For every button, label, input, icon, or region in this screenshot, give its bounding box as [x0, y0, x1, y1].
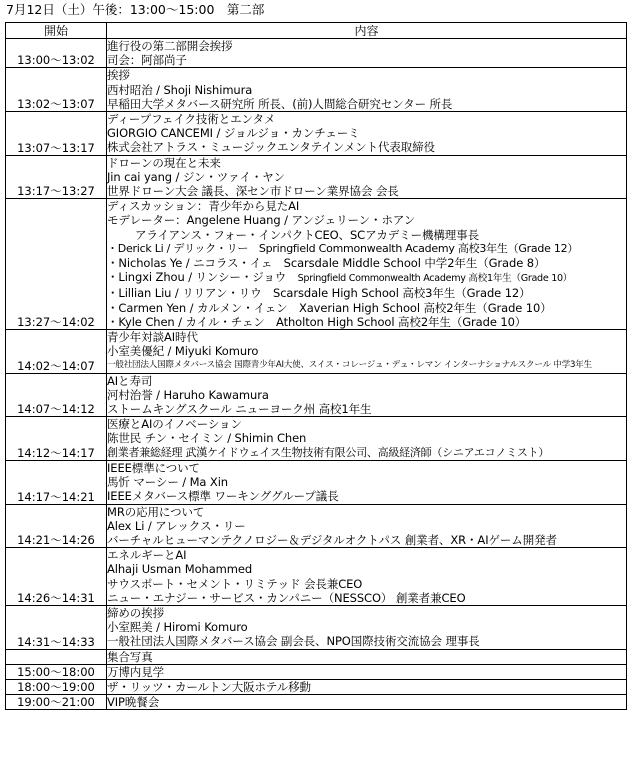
- time-cell: 14:31～14:33: [6, 605, 107, 649]
- content-cell: [107, 649, 627, 664]
- speaker-affiliation: 創業者兼総経理 武漢ケイドウェイス生物技術有限公司、高級経済師（シニアエコノミスト）: [107, 445, 550, 459]
- time-cell: 13:17～13:27: [6, 155, 107, 199]
- time-cell: 13:07～13:17: [6, 112, 107, 156]
- table-row: [6, 417, 627, 461]
- speaker-name: Alhaji Usman Mohammed: [107, 562, 253, 577]
- session-title: 集合写真: [107, 649, 153, 664]
- content-line: 司会：阿部尚子: [107, 53, 187, 68]
- speaker-affiliation: サウスポート・セメント・リミテッド 会長兼CEO: [107, 576, 363, 591]
- speaker-affiliation: 株式会社アトラス・ミュージックエンタテインメント代表取締役: [107, 140, 435, 155]
- time-cell: [6, 649, 107, 664]
- time-cell: 13:00～13:02: [6, 39, 107, 68]
- content-cell: [107, 112, 627, 156]
- time-cell: 14:07～14:12: [6, 373, 107, 417]
- moderator-affiliation: アライアンス・フォー・インパクトCEO、SCアカデミー機構理事長: [135, 227, 479, 242]
- content-cell: [107, 417, 627, 461]
- time-cell: 14:21～14:26: [6, 504, 107, 548]
- session-title: 青少年対談AI時代: [107, 330, 198, 345]
- speaker-name: 陈世民 チン・セイミン / Shimin Chen: [107, 431, 307, 446]
- panelist-name: ・Lingxi Zhou / リンシー・ジョウ: [107, 270, 298, 285]
- content-cell: [107, 460, 627, 504]
- time-cell: 13:02～13:07: [6, 68, 107, 112]
- content-cell: [107, 605, 627, 649]
- content-cell: [107, 695, 627, 710]
- content-cell: [107, 155, 627, 199]
- table-row: [6, 664, 627, 679]
- table-row: [6, 330, 627, 374]
- table-row: [6, 68, 627, 112]
- session-title: 医療とAIのイノベーション: [107, 417, 242, 432]
- content-cell: [107, 504, 627, 548]
- panelist-item: ・Carmen Yen / カルメン・イェン Xaverian High School 高校2年生（Grade 10）: [107, 300, 552, 315]
- speaker-affiliation: 早稲田大学メタバース研究所 所長、(前)人間総合研究センター 所長: [107, 96, 453, 111]
- table-row: [6, 605, 627, 649]
- session-title: MRの応用について: [107, 504, 205, 519]
- speaker-name: 西村昭治 / Shoji Nishimura: [107, 82, 253, 97]
- moderator-name: モデレーター：Angelene Huang / アンジェリーン・ホアン: [107, 213, 416, 228]
- speaker-affiliation: ストームキングスクール ニューヨーク州 高校1年生: [107, 402, 372, 417]
- time-cell: 15:00～18:00: [6, 664, 107, 679]
- table-row: [6, 548, 627, 606]
- panelist-item: ・Kyle Chen / カイル・チェン Atholton High School 高校2年生（Grade 10）: [107, 314, 527, 329]
- session-title: 進行役の第二部開会挨拶: [107, 39, 233, 53]
- session-title: ディープフェイク技術とエンタメ: [107, 112, 276, 127]
- panelist-item: ・Lillian Liu / リリアン・リウ Scarsdale High School 高校3年生（Grade 12）: [107, 286, 531, 301]
- speaker-affiliation: 一般社団法人国際メタバース協会 副会長、NPO国際技術交流協会 理事長: [107, 634, 480, 649]
- table-row: [6, 504, 627, 548]
- session-title: 挨拶: [107, 68, 130, 83]
- content-cell: [107, 548, 627, 606]
- speaker-affiliation: 世界ドローン大会 議長、深セン市ドローン業界協会 会長: [107, 184, 399, 199]
- column-header-start: 開始: [6, 23, 107, 39]
- time-cell: 14:17～14:21: [6, 460, 107, 504]
- time-cell: 19:00～21:00: [6, 695, 107, 710]
- speaker-name: 小室美優紀 / Miyuki Komuro: [107, 344, 259, 359]
- panelist-item: ・Nicholas Ye / ニコラス・イェ Scarsdale Middle School 中学2年生（Grade 8）: [107, 256, 546, 271]
- time-cell: 13:27～14:02: [6, 199, 107, 330]
- speaker-name: 河村治誉 / Haruho Kawamura: [107, 387, 269, 402]
- schedule-heading: 7月12日（土）午後：13:00～15:00 第二部: [6, 2, 265, 17]
- content-cell: [107, 664, 627, 679]
- speaker-name: Jin cai yang / ジン・ツァイ・ヤン: [107, 169, 285, 184]
- table-row: [6, 39, 627, 68]
- speaker-affiliation: 一般社団法人国際メタバース協会 国際青少年AI大使、スイス・コレージュ・デュ・レマン インターナショナルスクール 中学3年生: [107, 360, 592, 371]
- panelist-item: ・Derick Li / デリック・リー Springfield Commonwealth Academy 高校3年生（Grade 12）: [107, 241, 579, 255]
- content-cell: [107, 39, 627, 68]
- speaker-affiliation: IEEEメタバース標準 ワーキンググループ議長: [107, 489, 339, 504]
- speaker-name: Alex Li / アレックス・リー: [107, 518, 246, 533]
- table-header-row: [6, 23, 627, 39]
- panelist-school: Springfield Commonwealth Academy 高校1年生（Grade 10）: [297, 273, 573, 285]
- panelist-item: [107, 270, 626, 286]
- table-row: [6, 679, 627, 694]
- time-cell: 14:26～14:31: [6, 548, 107, 606]
- speaker-name: 馬忻 マーシー / Ma Xin: [107, 475, 228, 490]
- time-cell: 14:02～14:07: [6, 330, 107, 374]
- content-cell: [107, 373, 627, 417]
- speaker-name: 小室熙美 / Hiromi Komuro: [107, 620, 248, 635]
- table-row: [6, 649, 627, 664]
- session-title: ディスカッション：青少年から見たAI: [107, 199, 300, 214]
- session-title: 締めの挨拶: [107, 605, 164, 620]
- content-cell: [107, 68, 627, 112]
- time-cell: 18:00～19:00: [6, 679, 107, 694]
- column-header-content: 内容: [107, 23, 627, 39]
- session-title: ザ・リッツ・カールトン大阪ホテル移動: [107, 679, 311, 694]
- time-cell: 14:12～14:17: [6, 417, 107, 461]
- table-row: [6, 112, 627, 156]
- session-title: IEEE標準について: [107, 460, 200, 475]
- session-title: エネルギーとAI: [107, 548, 187, 563]
- table-row: [6, 460, 627, 504]
- content-cell: [107, 330, 627, 374]
- session-title: AIと寿司: [107, 373, 153, 388]
- schedule-table: [5, 22, 627, 710]
- session-title: ドローンの現在と未来: [107, 155, 221, 170]
- content-cell: [107, 199, 627, 330]
- table-row: [6, 373, 627, 417]
- table-row: [6, 695, 627, 710]
- content-cell: [107, 679, 627, 694]
- session-title: VIP晩餐会: [107, 695, 160, 710]
- table-row: [6, 155, 627, 199]
- speaker-name: GIORGIO CANCEMI / ジョルジョ・カンチェーミ: [107, 126, 360, 141]
- table-row: [6, 199, 627, 330]
- speaker-affiliation: ニュー・エナジー・サービス・カンパニー（NESSCO） 創業者兼CEO: [107, 590, 466, 605]
- speaker-affiliation: バーチャルヒューマンテクノロジー＆デジタルオクトパス 創業者、XR・AIゲーム開発者: [107, 532, 557, 547]
- session-title: 万博内見学: [107, 664, 164, 679]
